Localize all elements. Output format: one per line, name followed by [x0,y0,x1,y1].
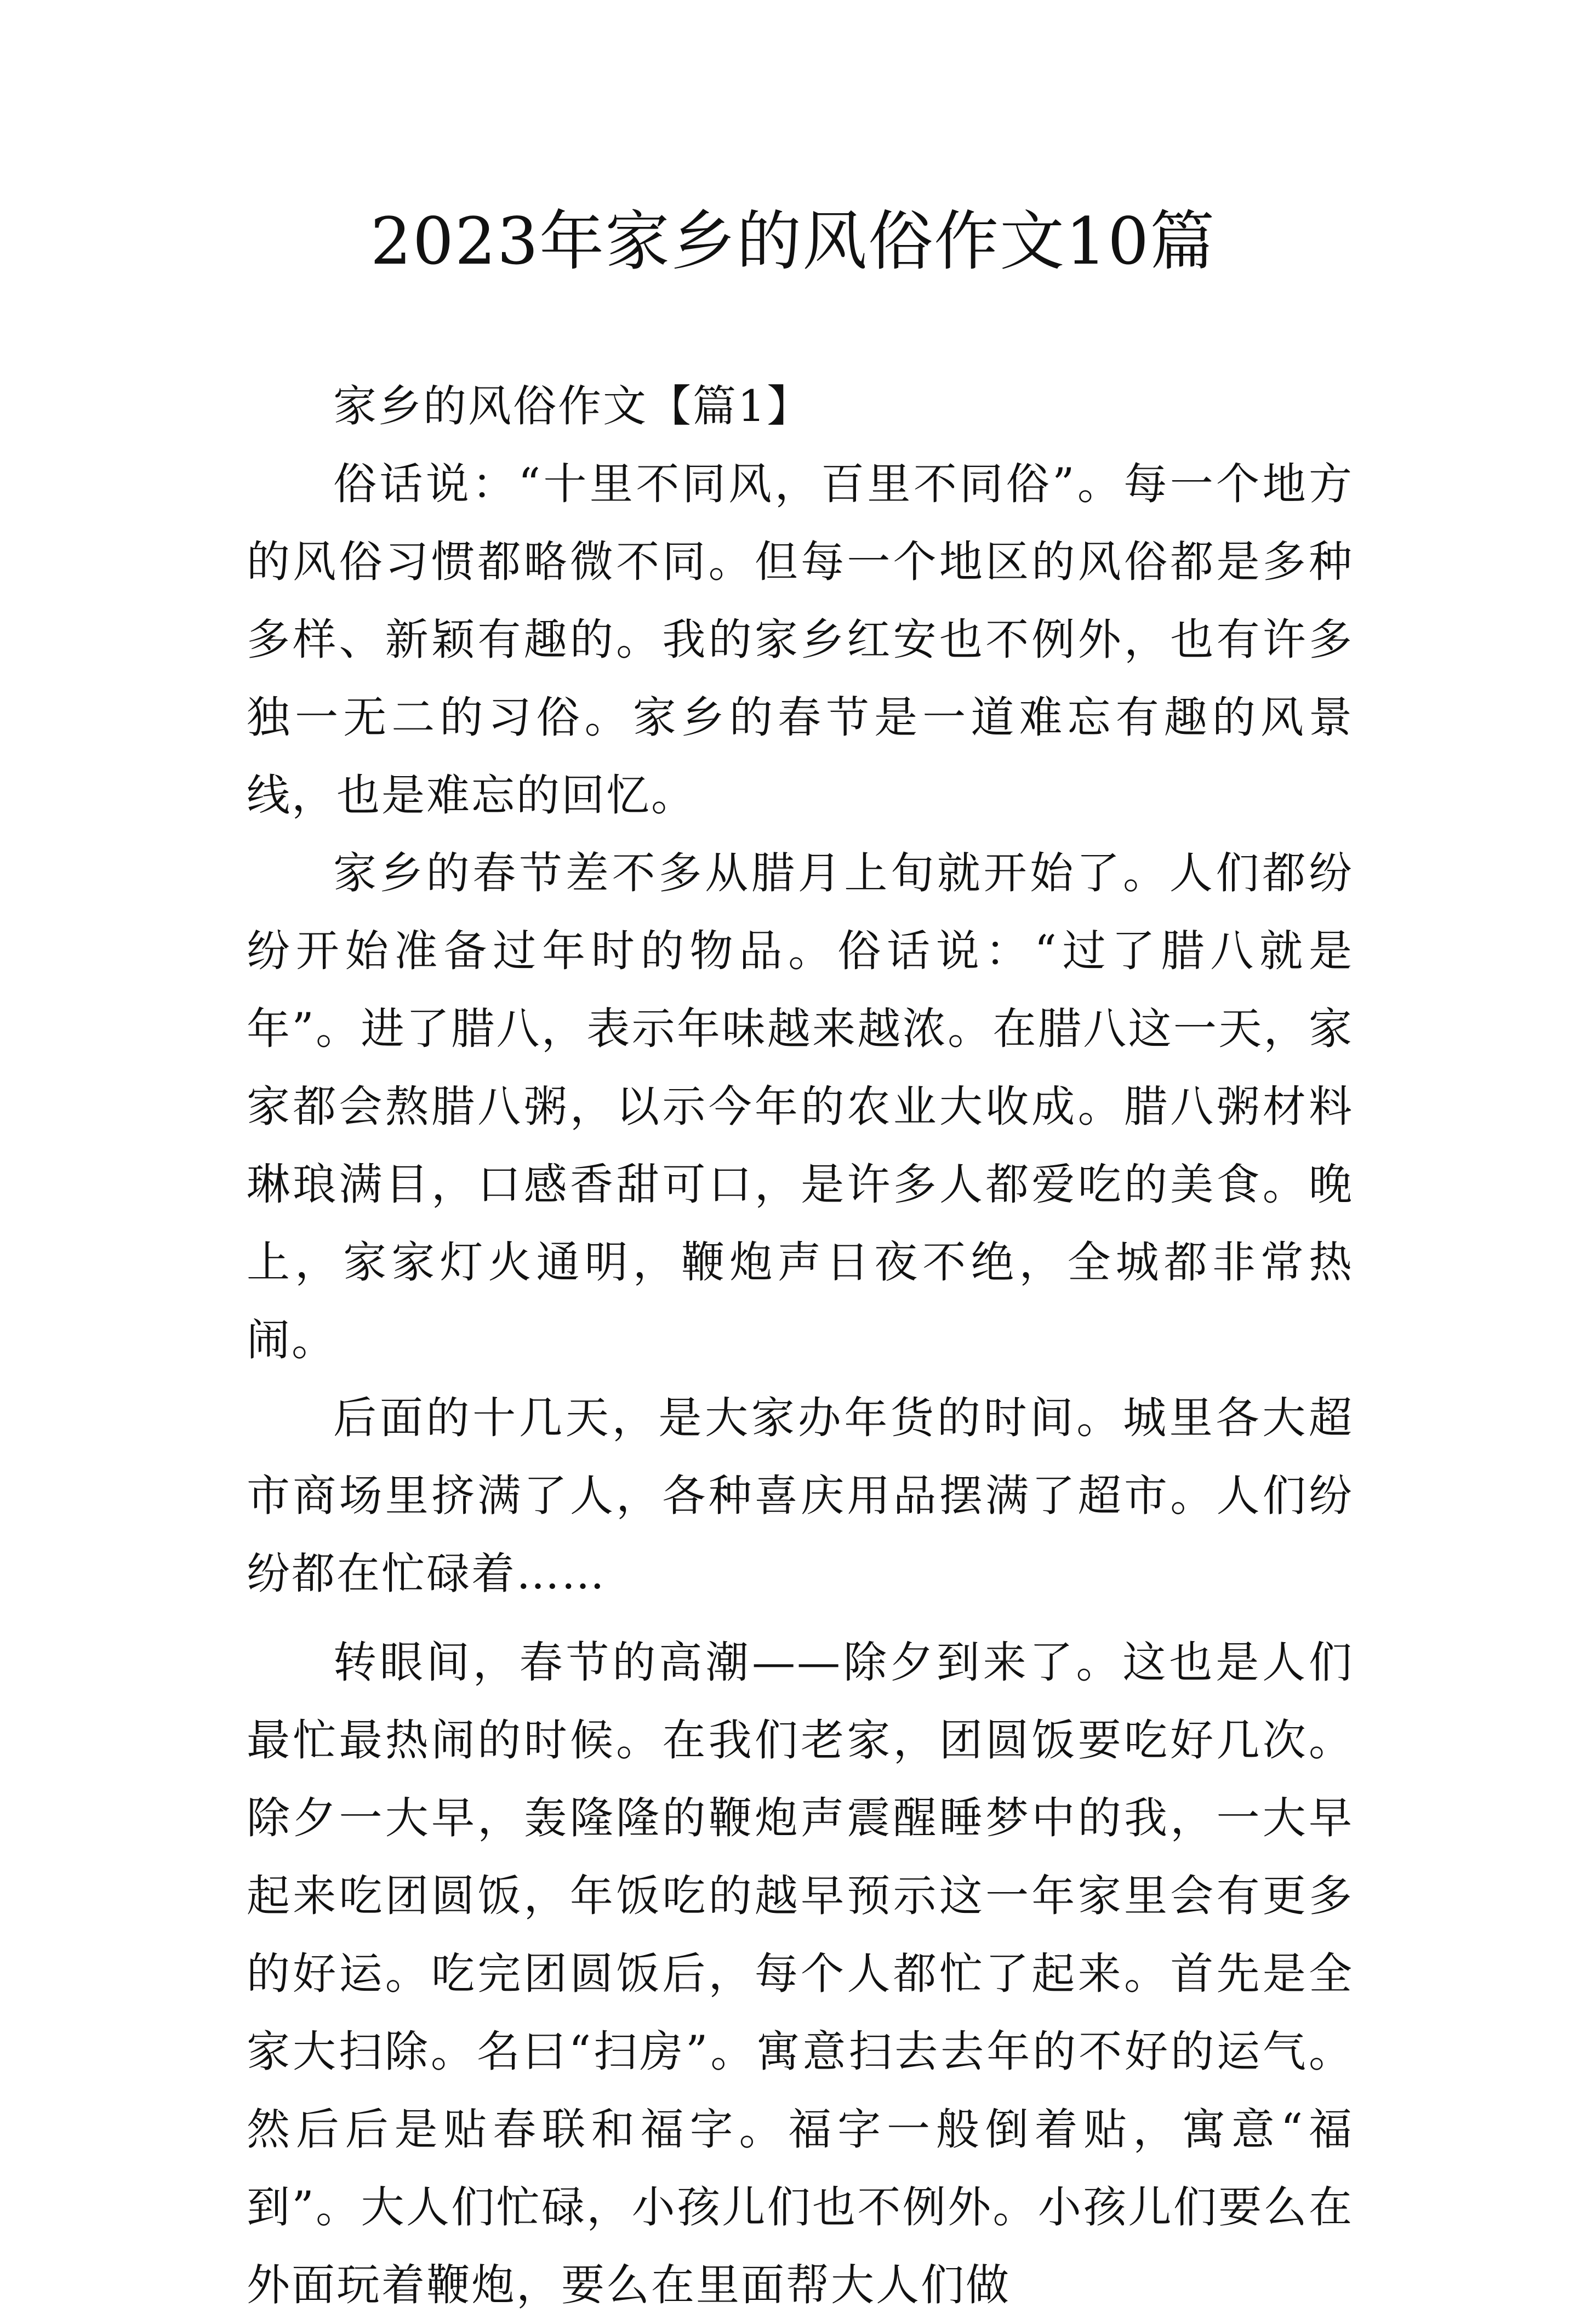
paragraph-3: 后面的十几天，是大家办年货的时间。城里各大超市商场里挤满了人，各种喜庆用品摆满了超市。人们纷纷都在忙碌着…… [247,1393,1354,1599]
document-title: 2023年家乡的风俗作文10篇 [370,203,1216,279]
paragraph-1: 俗话说：“十里不同风，百里不同俗”。每一个地方的风俗习惯都略微不同。但每一个地区的风俗都是多种多样、新颖有趣的。我的家乡红安也不例外，也有许多独一无二的习俗。家乡的春节是一道难忘有趣的风景线，也是难忘的回忆。 [247,459,1354,821]
paragraph-4: 转眼间，春节的高潮——除夕到来了。这也是人们最忙最热闹的时候。在我们老家，团圆饭要吃好几次。除夕一大早，轰隆隆的鞭炮声震醒睡梦中的我，一大早起来吃团圆饭，年饭吃的越早预示这一年家里会有更多的好运。吃完团圆饭后，每个人都忙了起来。首先是全家大扫除。名曰“扫房”。寓意扫去去年的不好的运气。然后后是贴春联和福字。福字一般倒着贴，寓意“福到”。大人们忙碌，小孩儿们也不例外。小孩儿们要么在外面玩着鞭炮，要么在里面帮大人们做 [247,1637,1354,2310]
paragraph-2: 家乡的春节差不多从腊月上旬就开始了。人们都纷纷开始准备过年时的物品。俗话说：“过了腊八就是年”。进了腊八，表示年味越来越浓。在腊八这一天，家家都会熬腊八粥，以示今年的农业大收成。腊八粥材料琳琅满目，口感香甜可口，是许多人都爱吃的美食。晚上，家家灯火通明，鞭炮声日夜不绝，全城都非常热闹。 [247,848,1354,1365]
paragraph-spacer [247,1613,1354,1624]
section-heading: 家乡的风俗作文【篇1】 [333,381,812,431]
document-body [247,367,1354,2324]
